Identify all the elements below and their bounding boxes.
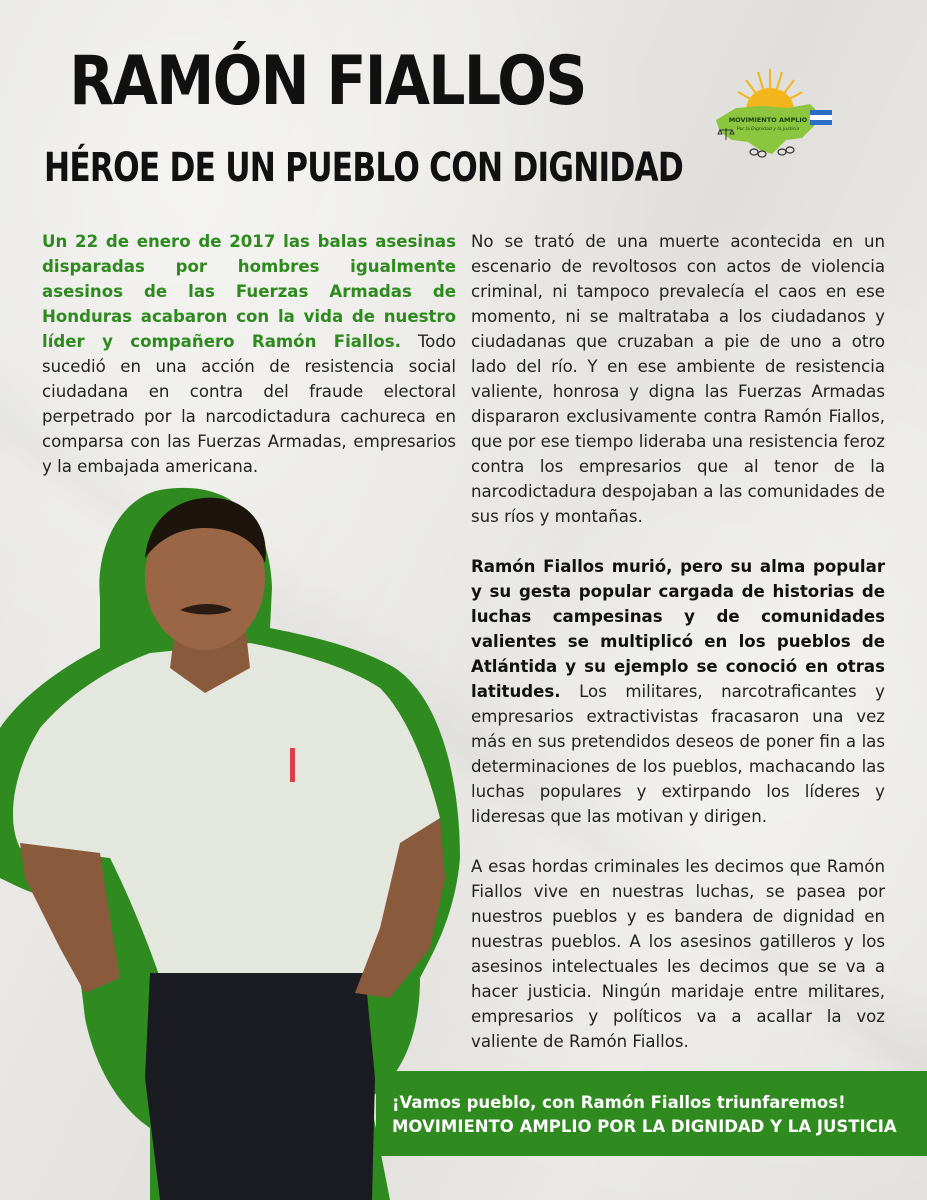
- banner-slogan: ¡Vamos pueblo, con Ramón Fiallos triunfaremos!: [392, 1093, 846, 1112]
- intro-paragraph: [42, 229, 456, 479]
- logo-line-1: MOVIMIENTO AMPLIO: [728, 116, 808, 124]
- intro-highlight: Un 22 de enero de 2017 las balas asesinas disparadas por hombres igualmente asesinos de las Fuerzas Armadas de Honduras acabaron con la vida de nuestro líder y compañero Ramón Fiallos.: [42, 232, 456, 351]
- paragraph-3: A esas hordas criminales les decimos que Ramón Fiallos vive en nuestras luchas, se pasea por nuestros pueblos y es bandera de dignidad en nuestras pueblos. A los asesinos gatilleros y los asesinos intelectuales les decimos que se va a hacer justicia. Ningún maridaje entre militares, empresarios y políticos va a acallar la voz valiente de Ramón Fiallos.: [471, 857, 885, 1051]
- movimiento-amplio-logo: [706, 68, 834, 170]
- paragraph-2: [471, 554, 885, 829]
- pen: [290, 748, 295, 782]
- banner-organization: MOVIMIENTO AMPLIO POR LA DIGNIDAD Y LA JUSTICIA: [392, 1117, 897, 1136]
- paragraph-2-bold: Ramón Fiallos murió, pero su alma popular y su gesta popular cargada de historias de luchas campesinas y de comunidades valientes se multiplicó en los pueblos de Atlántida y su ejemplo se conoció en otras latitudes.: [471, 557, 885, 701]
- honduras-flag-icon: [810, 110, 832, 125]
- trousers: [145, 973, 375, 1200]
- page-title: RAMÓN FIALLOS: [69, 42, 586, 121]
- intro-column: [42, 229, 456, 504]
- body-column: [471, 229, 885, 1079]
- intro-text: Todo sucedió en una acción de resistencia social ciudadana en contra del fraude electoral perpetrado por la narcodictadura cachureca en comparsa con las Fuerzas Armadas, empresarios y la embajada americana.: [42, 332, 456, 476]
- page-subtitle: HÉROE DE UN PUEBLO CON DIGNIDAD: [44, 145, 683, 191]
- paragraph-1: No se trató de una muerte acontecida en un escenario de revoltosos con actos de violencia criminal, ni tampoco prevalecía el caos en ese momento, ni se maltrataba a los ciudadanos y ciudadanas que cruzaban a pie de uno a otro lado del río. Y en ese ambiente de resistencia valiente, honrosa y digna las Fuerzas Armadas dispararon exclusivamente contra Ramón Fiallos, que por ese tiempo lideraba una resistencia feroz contra los empresarios que al tenor de la narcodictadura despojaban a las comunidades de sus ríos y montañas.: [471, 232, 885, 526]
- sun-icon: [738, 69, 802, 110]
- paragraph-2-text: Los militares, narcotraficantes y empresarios extractivistas fracasaron una vez más en sus pretendidos deseos de poner fin a las determinaciones de los pueblos, machacando las luchas populares y extirpando los líderes y lideresas que las motivan y dirigen.: [471, 682, 885, 826]
- logo-line-2: Por la Dignidad y la Justicia: [736, 127, 800, 132]
- closing-banner: [376, 1071, 927, 1156]
